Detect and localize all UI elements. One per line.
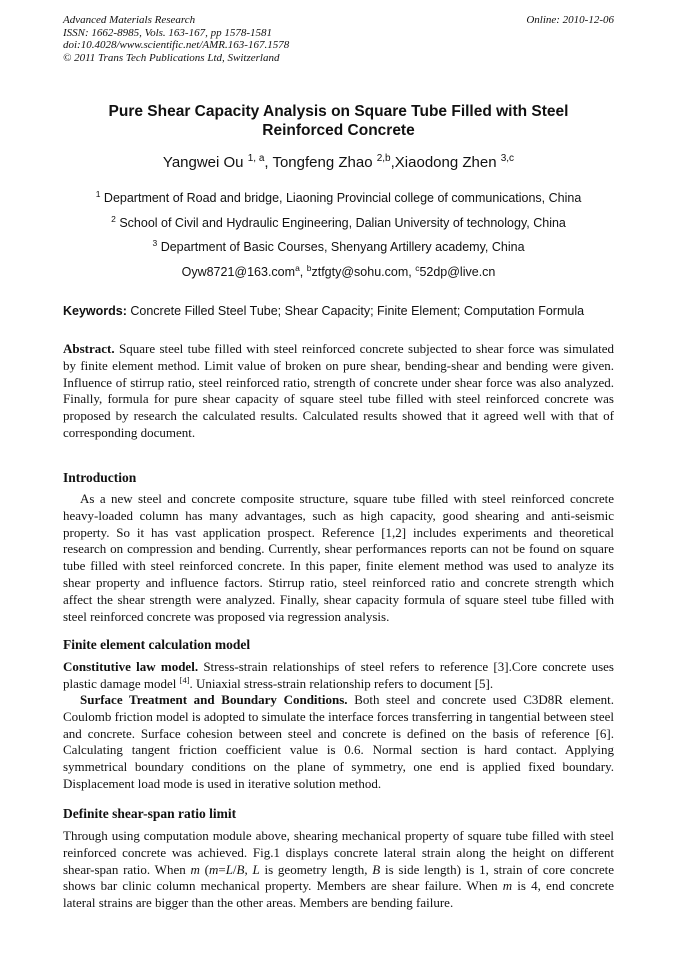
body-text: is geometry length, (259, 861, 373, 877)
affiliation-text: School of Civil and Hydraulic Engineering, Dalian University of technology, China (119, 216, 566, 230)
author-superscript: 2,b (376, 153, 391, 164)
boundary-conditions-paragraph (63, 692, 614, 793)
email-link[interactable]: Oyw8721@163.com (181, 265, 296, 279)
fe-model-heading: Finite element calculation model (63, 637, 251, 652)
email-superscript: a (295, 263, 300, 273)
affiliation-number: 1 (95, 189, 101, 199)
keywords-text: Concrete Filled Steel Tube; Shear Capacity; Finite Element; Computation Formula (126, 304, 585, 318)
abstract-paragraph (63, 341, 614, 442)
body-text: ( (199, 861, 209, 877)
email-link[interactable]: 52dp@live.cn (419, 265, 496, 279)
math-variable: B (372, 861, 381, 877)
body-text: Through using computation module above, shearing mechanical property of square tube filled with steel reinforced concrete was achieved. Fig.1 displays concrete lateral strain along the height on different shear-span ratio. When (63, 828, 614, 877)
constitutive-law-text: Stress-strain relationships of steel refers to reference [3].Core concrete uses plastic damage model (63, 659, 614, 691)
introduction-heading: Introduction (63, 470, 137, 485)
affiliation-text: Department of Basic Courses, Shenyang Artillery academy, China (160, 240, 525, 254)
abstract-label: Abstract. (63, 341, 115, 356)
body-text: / (232, 861, 237, 877)
math-variable: m (208, 861, 219, 877)
body-text: is 4, end concrete lateral strains are bigger than the other areas. Members are bending failure. (63, 878, 614, 911)
email-separator: , (299, 265, 307, 279)
abstract-text: Square steel tube filled with steel reinforced concrete subjected to shear force was simulated by finite element method. Limit value of broken on pure shear, bending-shear and bending were given. Influence of stirrup ratio, steel reinforced ratio, strength of concrete under shear force was also analyzed. Finally, formula for pure shear capacity of square steel tube filled with steel reinforced concrete was proposed by research the calculated results. Calculated results showed that it agreed well with that of corresponding document. (63, 341, 614, 440)
shear-span-paragraph (63, 828, 614, 912)
author-superscript: 1, a (247, 153, 265, 164)
affiliation (63, 239, 614, 255)
affiliation-number: 2 (111, 214, 116, 224)
author-emails (63, 264, 614, 280)
constitutive-law-label: Constitutive law model. (63, 659, 199, 674)
math-variable: L (225, 861, 233, 877)
constitutive-law-text: . Uniaxial stress-strain relationship refers to document [5]. (189, 675, 494, 691)
author-superscript: 3,c (500, 153, 515, 164)
doi-line: doi:10.4028/www.scientific.net/AMR.163-167.1578 (63, 39, 290, 51)
math-variable: L (252, 861, 260, 877)
author-name: Xiaodong Zhen (394, 154, 497, 171)
journal-header (63, 14, 614, 64)
author-name: Tongfeng Zhao (272, 154, 373, 171)
email-superscript: c (415, 263, 420, 273)
affiliation-text: Department of Road and bridge, Liaoning Provincial college of communications, China (103, 191, 582, 205)
math-variable: m (190, 861, 200, 877)
author-separator: , (390, 154, 395, 171)
body-text: = (218, 861, 226, 877)
online-date: Online: 2010-12-06 (526, 14, 614, 26)
boundary-conditions-text: Both steel and concrete used C3D8R element. Coulomb friction model is adopted to simulate the interface forces transferring in tangential between steel and concrete. Surface cohesion between steel and concrete is defined on the basis of reference [6]. Calculating tangent friction coefficient value is 0.6. Normal section is hard contact. Applying symmetrical boundary conditions on the plane of symmetry, one end is applied fixed boundary. Displacement load mode is used in iterative solution method. (63, 692, 614, 791)
keywords-label: Keywords: (63, 304, 127, 318)
affiliation-number: 3 (152, 238, 158, 248)
citation-superscript: [4] (179, 674, 190, 685)
paper-title (63, 102, 614, 140)
constitutive-law-paragraph (63, 659, 614, 693)
math-variable: B (236, 861, 245, 877)
issn-line: ISSN: 1662-8985, Vols. 163-167, pp 1578-1581 (63, 26, 272, 39)
email-link[interactable]: ztfgty@sohu.com, (311, 265, 416, 279)
affiliation (63, 190, 614, 206)
author-list (63, 153, 614, 173)
math-variable: m (502, 878, 513, 894)
boundary-conditions-label: Surface Treatment and Boundary Conditions. (80, 692, 348, 707)
author-name: Yangwei Ou (162, 154, 244, 171)
journal-name: Advanced Materials Research (63, 14, 196, 26)
introduction-paragraph: As a new steel and concrete composite structure, square tube filled with steel reinforced concrete heavy-loaded column has many advantages, such as high capacity, good shearing and anti-seismic property. So it has vast application prospect. Reference [1,2] includes experiments and theoretical research on compression and bending. Currently, shear performances reports can not be found on square tube filled with steel reinforced concrete. In this paper, finite element method was used to analyze its shear property and influence factors. Stirrup ratio, steel reinforced ratio and concrete strength which affect the shear strength were analyzed. Finally, shear capacity formula of square steel tube filled with steel reinforced concrete was proposed via regression analysis. (63, 491, 614, 624)
author-separator: , (264, 154, 273, 171)
title-line-1: Pure Shear Capacity Analysis on Square Tube Filled with Steel (108, 103, 569, 120)
body-text: , (244, 861, 253, 877)
body-text: is side length) is 1, strain of core concrete shows bar clinic column mechanical property. Members are shear failure. When (63, 861, 614, 894)
affiliation (63, 215, 614, 231)
email-superscript: b (306, 263, 312, 273)
copyright-line: © 2011 Trans Tech Publications Ltd, Switzerland (63, 51, 280, 64)
keywords-line (63, 303, 614, 319)
title-line-2: Reinforced Concrete (262, 122, 415, 139)
shear-span-heading: Definite shear-span ratio limit (63, 806, 237, 821)
